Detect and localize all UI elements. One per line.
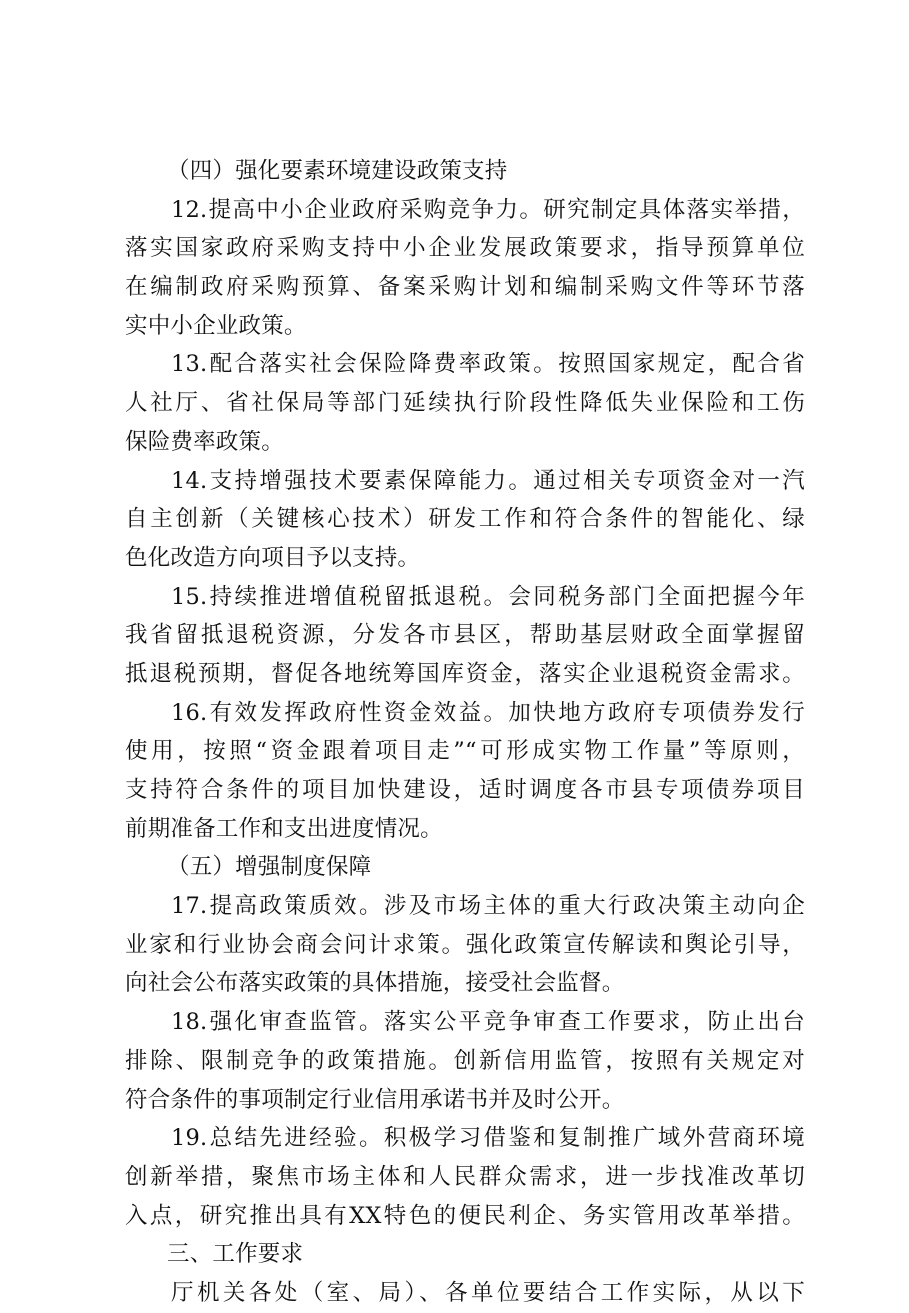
paragraph-18-line: 18.强化审查监管。落实公平竞争审查工作要求，防止出台 (171, 1009, 805, 1036)
paragraph-16-line: 前期准备工作和支出进度情况。 (125, 815, 443, 842)
paragraph-17-line: 业家和行业协会商会问计求策。强化政策宣传解读和舆论引导， (125, 931, 805, 958)
paragraph-14-line: 色化改造方向项目予以支持。 (125, 544, 421, 571)
document-body (125, 152, 805, 1313)
paragraph-13-line: 保险费率政策。 (125, 428, 284, 455)
paragraph-18-line: 符合条件的事项制定行业信用承诺书并及时公开。 (125, 1086, 625, 1113)
paragraph-16-line: 使用，按照“资金跟着项目走”“可形成实物工作量”等原则， (125, 738, 805, 765)
paragraph-12-line: 在编制政府采购预算、备案采购计划和编制采购文件等环节落 (125, 274, 805, 301)
paragraph-15-line: 我省留抵退税资源，分发各市县区，帮助基层财政全面掌握留 (125, 622, 805, 649)
paragraph-15-line: 15.持续推进增值税留抵退税。会同税务部门全面把握今年 (171, 583, 805, 610)
section-heading-3: 三、工作要求 (167, 1241, 304, 1268)
paragraph-15-line: 抵退税预期，督促各地统筹国库资金，落实企业退税资金需求。 (125, 660, 805, 687)
section-heading-5: （五）增强制度保障 (167, 854, 372, 881)
paragraph-17-line: 17.提高政策质效。涉及市场主体的重大行政决策主动向企 (171, 893, 805, 920)
paragraph-19-line: 入点，研究推出具有XX特色的便民利企、务实管用改革举措。 (125, 1202, 805, 1229)
paragraph-13-line: 13.配合落实社会保险降费率政策。按照国家规定，配合省 (171, 351, 805, 378)
paragraph-13-line: 人社厅、省社保局等部门延续执行阶段性降低失业保险和工伤 (125, 390, 805, 417)
paragraph-12-line: 落实国家政府采购支持中小企业发展政策要求，指导预算单位 (125, 235, 805, 262)
paragraph-requirements-line: 厅机关各处（室、局）、各单位要结合工作实际，从以下 (171, 1279, 805, 1306)
paragraph-17-line: 向社会公布落实政策的具体措施，接受社会监督。 (125, 970, 625, 997)
section-heading-4: （四）强化要素环境建设政策支持 (167, 158, 508, 184)
paragraph-16-line: 16.有效发挥政府性资金效益。加快地方政府专项债券发行 (171, 699, 805, 726)
paragraph-14-line: 14.支持增强技术要素保障能力。通过相关专项资金对一汽 (171, 467, 805, 494)
paragraph-16-line: 支持符合条件的项目加快建设，适时调度各市县专项债券项目 (125, 777, 805, 803)
paragraph-12-line: 实中小企业政策。 (125, 312, 307, 339)
paragraph-12-line: 12.提高中小企业政府采购竞争力。研究制定具体落实举措， (171, 196, 805, 223)
paragraph-19-line: 创新举措，聚焦市场主体和人民群众需求，进一步找准改革切 (125, 1163, 805, 1190)
paragraph-18-line: 排除、限制竞争的政策措施。创新信用监管，按照有关规定对 (125, 1047, 805, 1074)
paragraph-14-line: 自主创新（关键核心技术）研发工作和符合条件的智能化、绿 (125, 506, 805, 533)
paragraph-19-line: 19.总结先进经验。积极学习借鉴和复制推广域外营商环境 (171, 1125, 805, 1152)
